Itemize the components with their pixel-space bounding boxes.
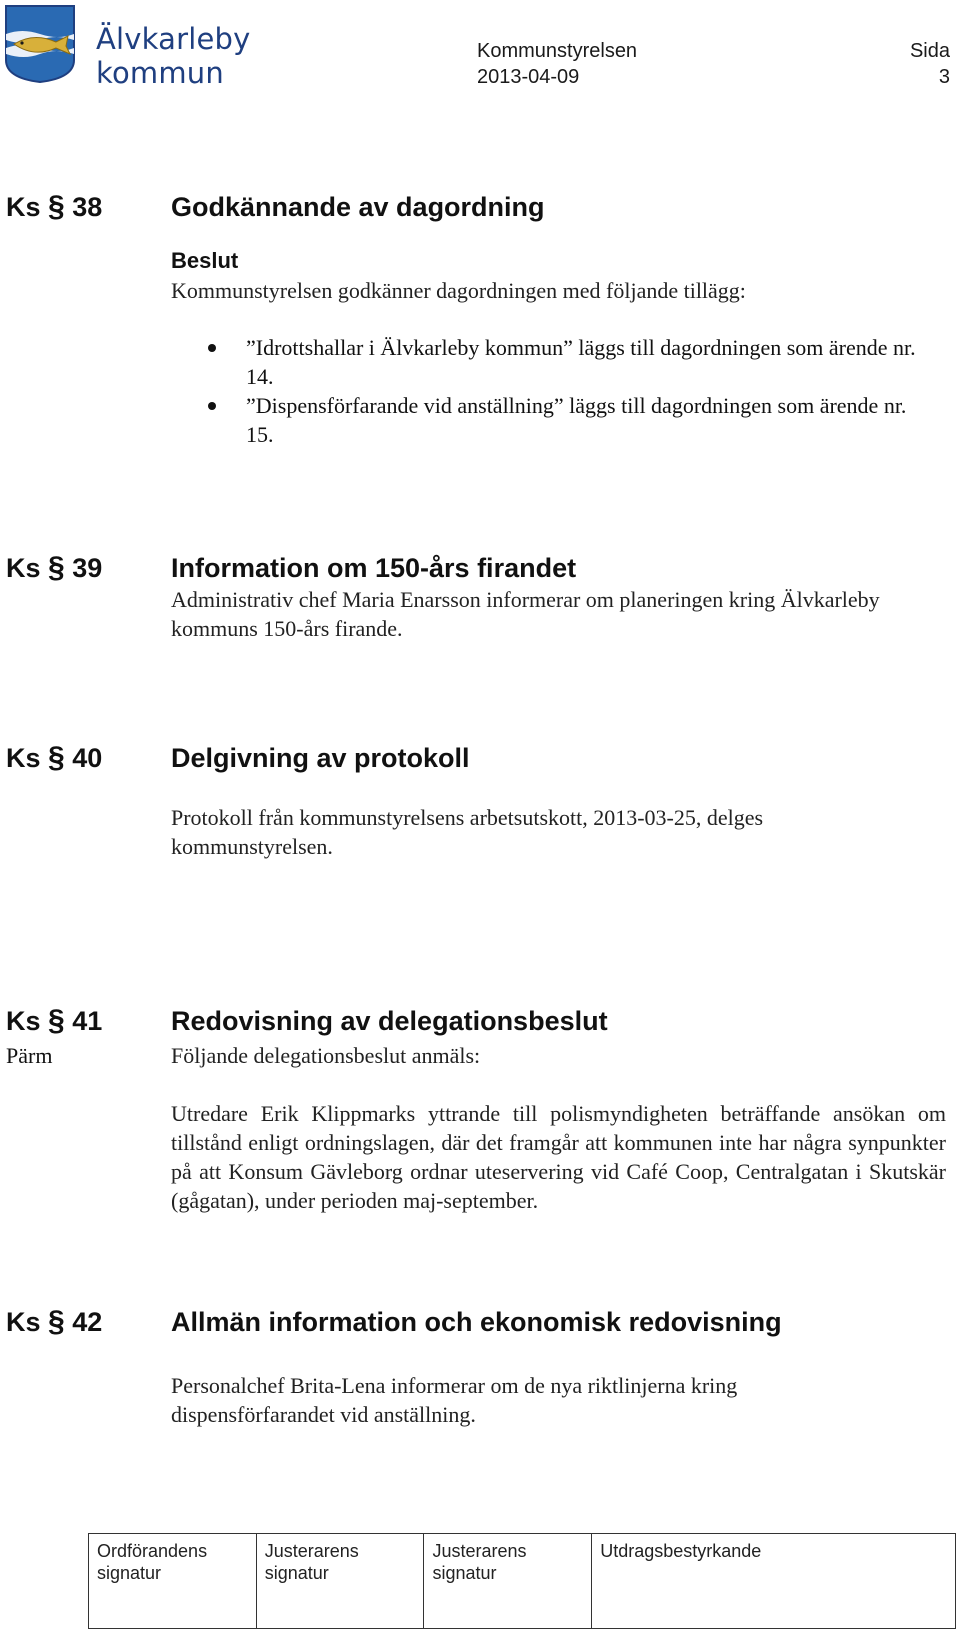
municipality-name	[96, 22, 251, 90]
section-text: Protokoll från kommunstyrelsens arbetsutskott, 2013-03-25, delges kommunstyrelsen.	[171, 805, 764, 859]
decision-label: Beslut	[171, 248, 239, 273]
section-title: Godkännande av dagordning	[171, 192, 545, 222]
section-text: Följande delegationsbeslut anmäls:	[171, 1043, 481, 1068]
signature-cell-chair[interactable]: Ordförandens signatur	[89, 1534, 257, 1629]
section-number: Ks § 42	[6, 1305, 103, 1338]
binder-note: Pärm	[6, 1043, 53, 1068]
page-indicator	[880, 38, 950, 90]
section-number: Ks § 40	[6, 741, 103, 774]
section-number: Ks § 38	[6, 190, 103, 223]
section-title: Delgivning av protokoll	[171, 743, 470, 773]
section-number: Ks § 41	[6, 1004, 103, 1037]
section-symbol: §	[48, 551, 65, 584]
section-title: Redovisning av delegationsbeslut	[171, 1006, 608, 1036]
section-text-detail: Utredare Erik Klippmarks yttrande till polismyndigheten beträffande ansökan om tillstånd enligt ordningslagen, där det framgår att kommunen inte har några synpunkter på att Konsum Gävleborg ordnar uteservering vid Café Coop, Centralgatan i Skutskär (gågatan), under perioden maj-september.	[171, 1101, 946, 1213]
signature-cell-extract-certification[interactable]: Utdragsbestyrkande	[592, 1534, 956, 1629]
section-title: Information om 150-års firandet	[171, 553, 577, 583]
municipality-name-line2: kommun	[96, 56, 224, 90]
signature-cell-adjuster-2[interactable]: Justerarens signatur	[424, 1534, 592, 1629]
signature-cell-adjuster-1[interactable]: Justerarens signatur	[256, 1534, 424, 1629]
signature-table	[88, 1533, 956, 1629]
section-text: Personalchef Brita-Lena informerar om de nya riktlinjerna kring dispensförfarandet vid anställning.	[171, 1373, 738, 1427]
header-meta	[477, 38, 637, 90]
page-number: 3	[938, 66, 950, 88]
department-name: Kommunstyrelsen	[477, 40, 638, 62]
section-symbol: §	[48, 1004, 65, 1037]
meeting-date: 2013-04-09	[477, 66, 580, 88]
section-number: Ks § 39	[6, 551, 103, 584]
municipality-name-line1: Älvkarleby	[96, 22, 251, 56]
section-symbol: §	[48, 741, 65, 774]
list-item: ”Dispensförfarande vid anställning” läggs till dagordningen som ärende nr. 15.	[171, 391, 931, 449]
page-label: Sida	[909, 40, 950, 62]
bullet-icon	[208, 344, 216, 352]
section-title: Allmän information och ekonomisk redovisning	[171, 1307, 782, 1337]
bullet-list	[171, 333, 931, 449]
section-symbol: §	[48, 1305, 65, 1338]
section-text: Administrativ chef Maria Enarsson informerar om planeringen kring Älvkarleby kommuns 150-års firande.	[171, 587, 880, 641]
bullet-icon	[208, 402, 216, 410]
section-text: Kommunstyrelsen godkänner dagordningen med följande tillägg:	[171, 278, 746, 303]
section-symbol: §	[48, 190, 65, 223]
list-item: ”Idrottshallar i Älvkarleby kommun” läggs till dagordningen som ärende nr. 14.	[171, 333, 931, 391]
municipality-coat-of-arms-icon	[4, 4, 76, 84]
